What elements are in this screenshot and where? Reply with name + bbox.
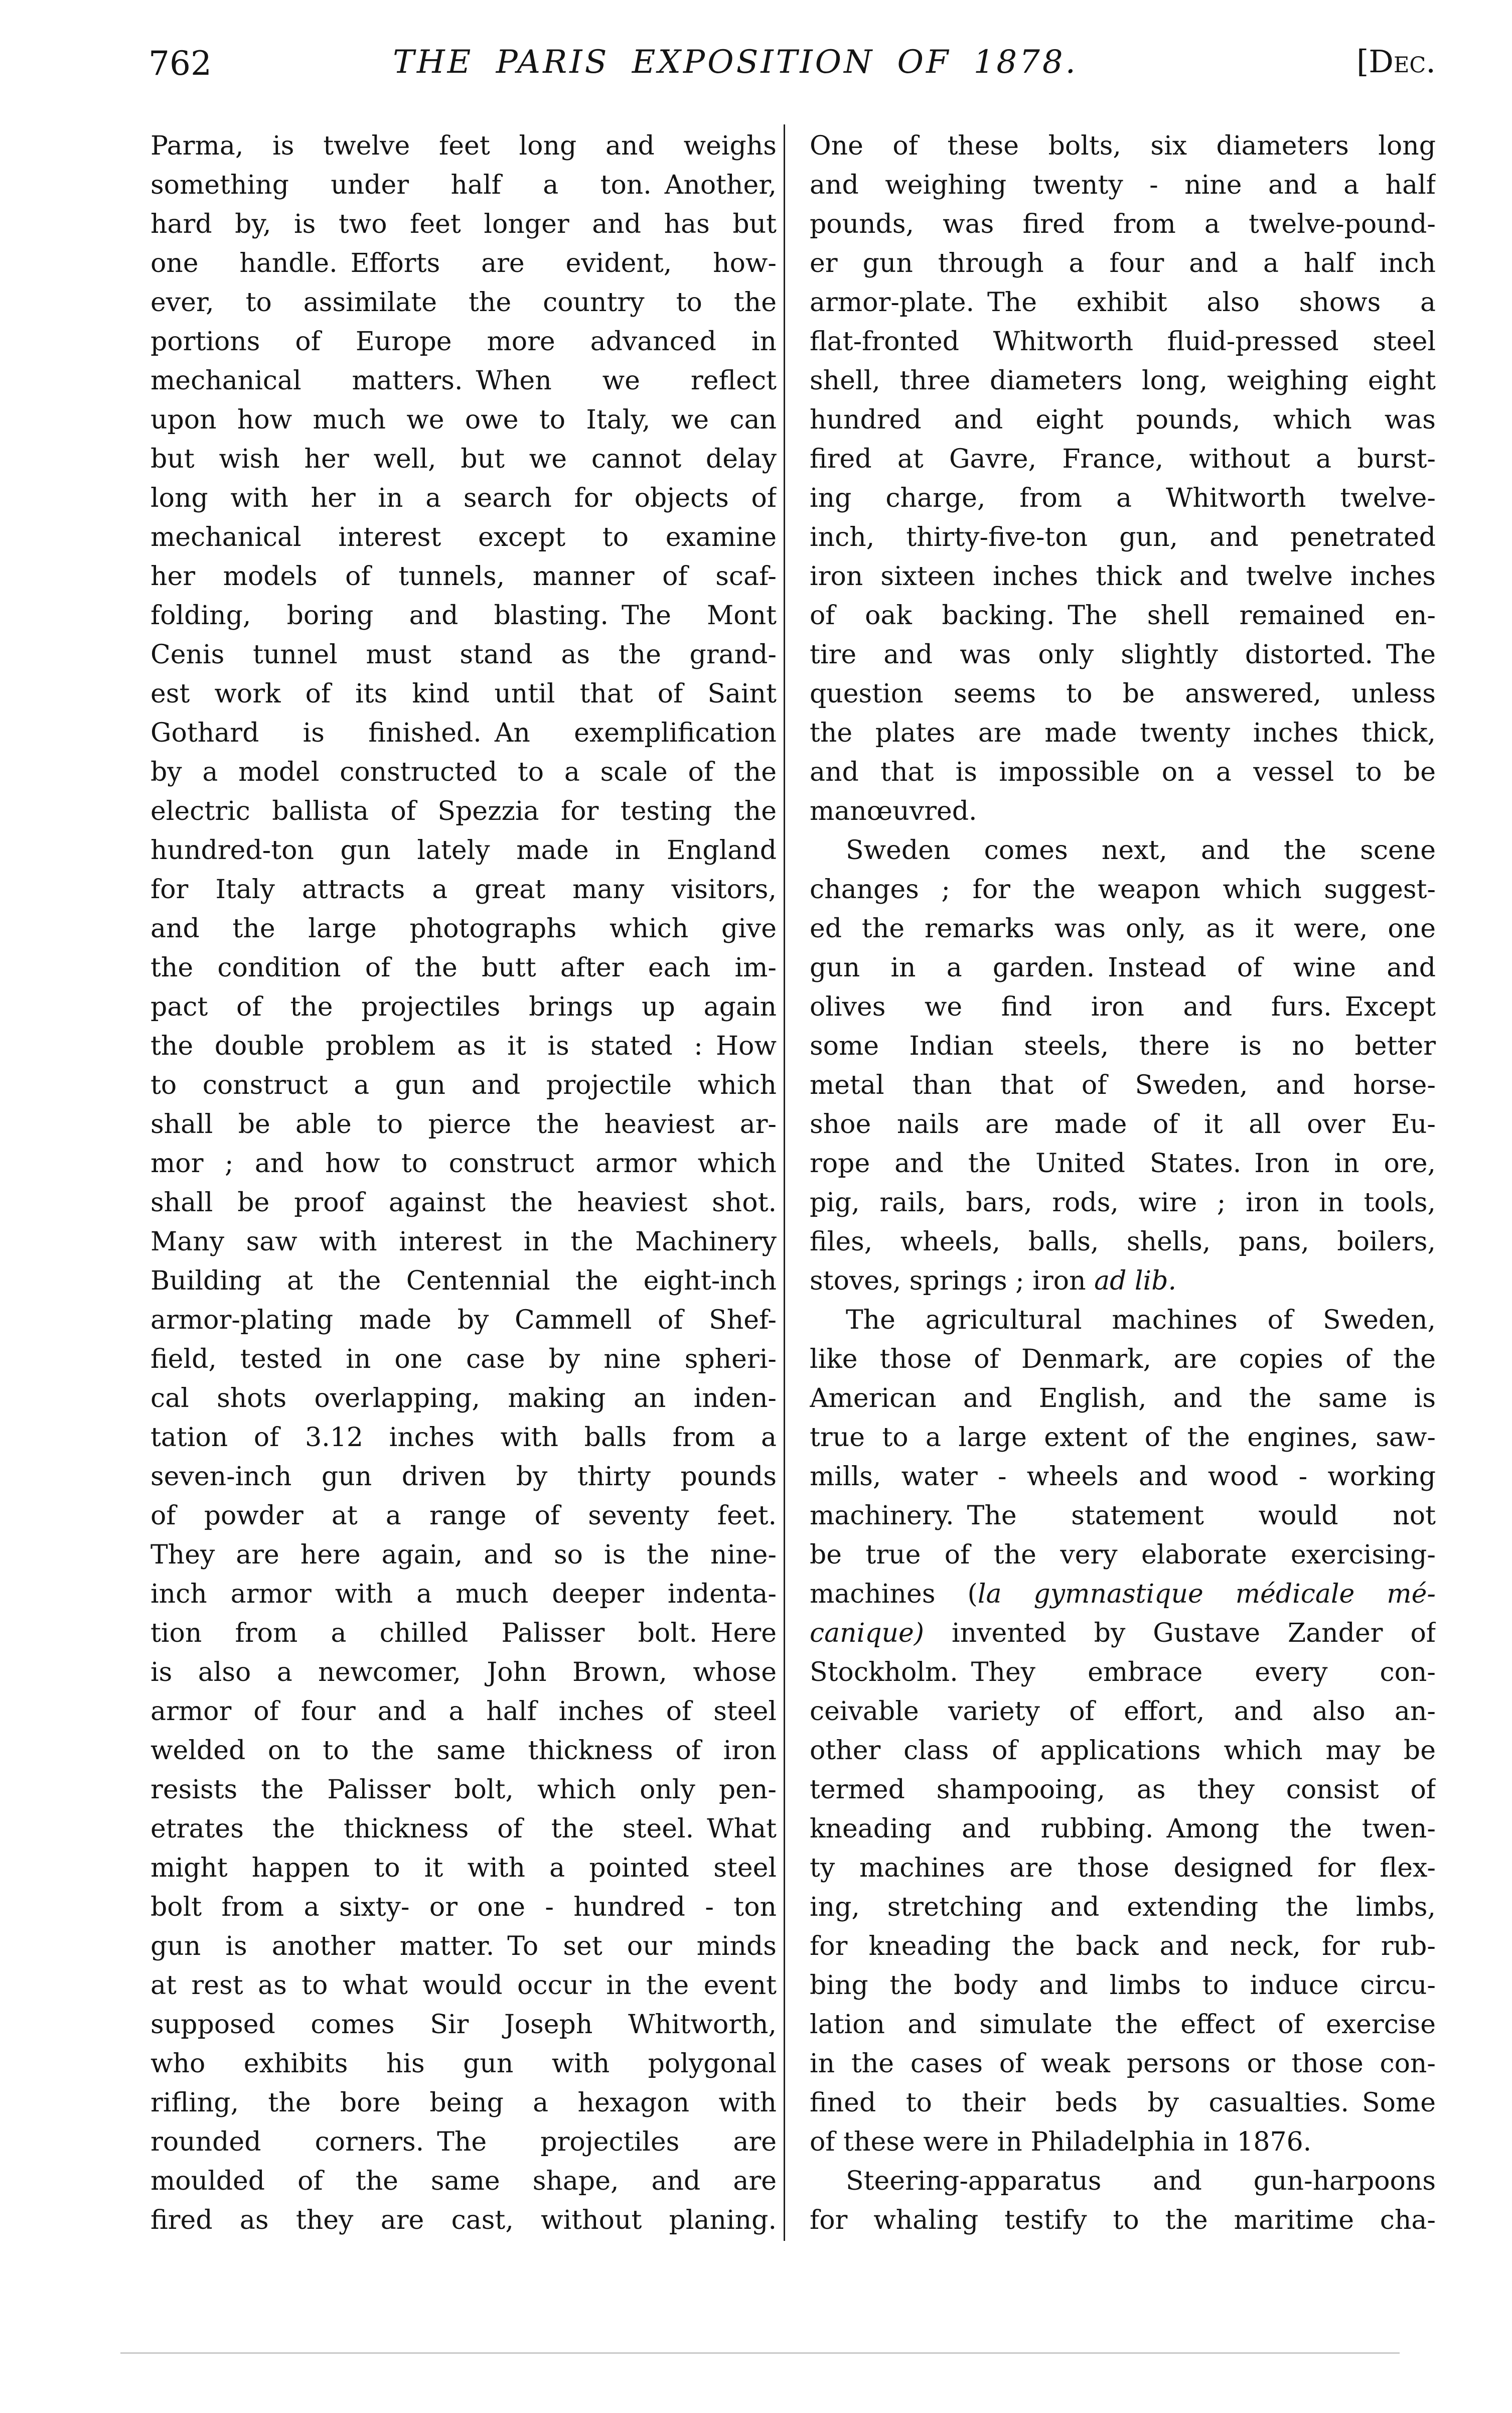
text-segment: upon how much we owe to Italy, we can — [150, 405, 777, 435]
text-line — [810, 2044, 1436, 2083]
text-line — [810, 596, 1436, 635]
text-segment: welded on to the same thickness of iron — [150, 1736, 777, 1766]
text-segment: gun in a garden. Instead of wine and — [810, 953, 1436, 983]
text-segment: hundred-ton gun lately made in England — [150, 835, 777, 866]
text-segment: at rest as to what would occur in the event — [150, 1970, 777, 2001]
text-segment: of powder at a range of seventy feet. — [150, 1501, 777, 1531]
text-line — [810, 1809, 1436, 1849]
text-segment: ceivable variety of effort, and also an- — [810, 1696, 1436, 1727]
text-line — [150, 1653, 777, 1692]
text-line — [150, 400, 777, 440]
text-segment: manœuvred. — [810, 796, 977, 826]
text-line — [810, 1496, 1436, 1535]
text-line — [150, 1418, 777, 1457]
text-line — [810, 479, 1436, 518]
text-line — [810, 1888, 1436, 1927]
text-line — [150, 205, 777, 244]
italic-text-segment: ad lib. — [1094, 1266, 1177, 1296]
text-segment: hundred and eight pounds, which was — [810, 405, 1436, 435]
text-line — [150, 166, 777, 205]
text-segment: in the cases of weak persons or those con- — [810, 2049, 1436, 2079]
text-segment: true to a large extent of the engines, saw- — [810, 1423, 1436, 1453]
text-segment: kneading and rubbing. Among the twen- — [810, 1814, 1436, 1844]
text-line — [150, 1301, 777, 1340]
text-line — [810, 283, 1436, 322]
text-line — [150, 440, 777, 479]
text-line — [150, 987, 777, 1027]
text-segment: shoe nails are made of it all over Eu- — [810, 1109, 1436, 1140]
italic-text-segment: canique) — [810, 1618, 925, 1648]
text-segment: the plates are made twenty inches thick, — [810, 718, 1436, 748]
text-segment: One of these bolts, six diameters long — [810, 131, 1436, 161]
text-line — [810, 948, 1436, 987]
text-segment: ever, to assimilate the country to the — [150, 288, 777, 318]
text-segment: portions of Europe more advanced in — [150, 327, 777, 357]
text-segment: to construct a gun and projectile which — [150, 1070, 777, 1100]
text-segment: and the large photographs which give — [150, 914, 777, 944]
text-line — [150, 1731, 777, 1770]
text-segment: resists the Palisser bolt, which only pen- — [150, 1775, 777, 1805]
text-segment: They are here again, and so is the nine- — [150, 1540, 777, 1570]
text-line — [150, 831, 777, 870]
text-segment: field, tested in one case by nine spheri- — [150, 1344, 777, 1374]
text-segment: electric ballista of Spezzia for testing the — [150, 796, 777, 826]
text-segment: armor-plating made by Cammell of Shef- — [150, 1305, 777, 1335]
text-line — [150, 1614, 777, 1653]
text-line — [150, 1692, 777, 1731]
text-line — [810, 1105, 1436, 1144]
text-line — [150, 753, 777, 792]
text-line — [810, 440, 1436, 479]
text-line — [150, 244, 777, 283]
text-line — [150, 1888, 777, 1927]
text-segment: for Italy attracts a great many visitors, — [150, 875, 777, 905]
text-segment: fined to their beds by casualties. Some — [810, 2088, 1436, 2118]
text-line — [810, 1066, 1436, 1105]
text-segment: pig, rails, bars, rods, wire ; iron in tools, — [810, 1188, 1436, 1218]
text-segment: The agricultural machines of Sweden, — [846, 1305, 1436, 1335]
text-segment: Stockholm. They embrace every con- — [810, 1657, 1436, 1687]
text-segment: machines ( — [810, 1579, 978, 1609]
text-line — [810, 1261, 1436, 1301]
text-segment: might happen to it with a pointed steel — [150, 1853, 777, 1883]
text-line — [810, 714, 1436, 753]
right-column — [810, 126, 1436, 2240]
text-segment: Steering-apparatus and gun-harpoons — [846, 2166, 1436, 2196]
text-line — [150, 1809, 777, 1849]
text-line — [150, 1379, 777, 1418]
text-segment: ing charge, from a Whitworth twelve- — [810, 483, 1436, 513]
text-segment: who exhibits his gun with polygonal — [150, 2049, 777, 2079]
text-line — [810, 870, 1436, 909]
text-segment: rope and the United States. Iron in ore, — [810, 1149, 1436, 1179]
text-line — [150, 2005, 777, 2044]
text-line — [810, 361, 1436, 400]
text-segment: the double problem as it is stated : How — [150, 1031, 777, 1061]
text-segment: fired as they are cast, without planing. — [150, 2205, 777, 2235]
text-line — [810, 1222, 1436, 1261]
text-line — [150, 714, 777, 753]
text-segment: other class of applications which may be — [810, 1736, 1436, 1766]
text-line — [810, 1457, 1436, 1496]
text-segment: stoves, springs ; iron — [810, 1266, 1095, 1296]
text-segment: be true of the very elaborate exercising- — [810, 1540, 1436, 1570]
text-segment: Sweden comes next, and the scene — [846, 835, 1436, 866]
text-line — [810, 831, 1436, 870]
text-segment: long with her in a search for objects of — [150, 483, 777, 513]
left-column — [150, 126, 777, 2240]
text-line — [150, 1222, 777, 1261]
text-line — [150, 1849, 777, 1888]
text-line — [150, 2083, 777, 2122]
text-line — [810, 2005, 1436, 2044]
text-segment: folding, boring and blasting. The Mont — [150, 601, 777, 631]
text-segment: rifling, the bore being a hexagon with — [150, 2088, 777, 2118]
text-segment: shall be able to pierce the heaviest ar- — [150, 1109, 777, 1140]
text-segment: files, wheels, balls, shells, pans, boilers, — [810, 1227, 1436, 1257]
text-segment: flat-fronted Whitworth fluid-pressed steel — [810, 327, 1436, 357]
text-segment: Cenis tunnel must stand as the grand- — [150, 640, 777, 670]
text-line — [810, 674, 1436, 714]
text-segment: pounds, was fired from a twelve-pound- — [810, 209, 1436, 239]
text-line — [810, 1770, 1436, 1809]
text-segment: fired at Gavre, France, without a burst- — [810, 444, 1436, 474]
text-segment: mechanical interest except to examine — [150, 522, 777, 552]
issue-date-label: [Dec. — [1356, 43, 1436, 80]
text-segment: something under half a ton. Another, — [150, 170, 777, 200]
text-line — [150, 1535, 777, 1575]
text-segment: Parma, is twelve feet long and weighs — [150, 131, 777, 161]
text-line — [810, 322, 1436, 361]
text-line — [810, 2162, 1436, 2201]
text-line — [810, 1027, 1436, 1066]
text-segment: Many saw with interest in the Machinery — [150, 1227, 777, 1257]
text-segment: lation and simulate the effect of exercise — [810, 2010, 1436, 2040]
text-line — [150, 557, 777, 596]
text-line — [810, 1183, 1436, 1222]
text-segment: some Indian steels, there is no better — [810, 1031, 1436, 1061]
text-line — [810, 2201, 1436, 2240]
text-segment: American and English, and the same is — [810, 1383, 1436, 1413]
text-line — [810, 1614, 1436, 1653]
text-line — [810, 400, 1436, 440]
text-line — [810, 1731, 1436, 1770]
text-segment: mills, water - wheels and wood - working — [810, 1462, 1436, 1492]
text-segment: by a model constructed to a scale of the — [150, 757, 777, 787]
text-segment: inch armor with a much deeper indenta- — [150, 1579, 777, 1609]
text-line — [810, 1575, 1436, 1614]
text-line — [810, 1301, 1436, 1340]
text-segment: for kneading the back and neck, for rub- — [810, 1931, 1436, 1961]
text-segment: of oak backing. The shell remained en- — [810, 601, 1436, 631]
text-line — [150, 909, 777, 948]
text-line — [150, 1340, 777, 1379]
page-title: THE PARIS EXPOSITION OF 1878. — [393, 44, 1078, 81]
text-segment: mechanical matters. When we reflect — [150, 366, 777, 396]
text-segment: armor of four and a half inches of steel — [150, 1696, 777, 1727]
text-line — [150, 674, 777, 714]
text-segment: gun is another matter. To set our minds — [150, 1931, 777, 1961]
text-segment: inch, thirty-five-ton gun, and penetrated — [810, 522, 1436, 552]
text-line — [810, 753, 1436, 792]
text-segment: Building at the Centennial the eight-inch — [150, 1266, 777, 1296]
text-line — [150, 870, 777, 909]
text-line — [810, 1966, 1436, 2005]
text-line — [150, 361, 777, 400]
text-segment: is also a newcomer, John Brown, whose — [150, 1657, 777, 1687]
text-segment: rounded corners. The projectiles are — [150, 2127, 777, 2157]
text-segment: of these were in Philadelphia in 1876. — [810, 2127, 1312, 2157]
text-segment: hard by, is two feet longer and has but — [150, 209, 777, 239]
footer-rule — [120, 2352, 1400, 2354]
text-line — [150, 1105, 777, 1144]
text-segment: etrates the thickness of the steel. What — [150, 1814, 777, 1844]
text-line — [810, 909, 1436, 948]
text-line — [150, 283, 777, 322]
text-line — [150, 322, 777, 361]
text-line — [150, 1927, 777, 1966]
text-segment: the condition of the butt after each im- — [150, 953, 777, 983]
text-segment: armor-plate. The exhibit also shows a — [810, 288, 1436, 318]
text-line — [150, 1066, 777, 1105]
text-line — [150, 2122, 777, 2162]
text-line — [810, 792, 1436, 831]
text-line — [810, 244, 1436, 283]
text-segment: metal than that of Sweden, and horse- — [810, 1070, 1436, 1100]
text-line — [810, 166, 1436, 205]
text-line — [810, 1692, 1436, 1731]
text-line — [810, 2122, 1436, 2162]
text-line — [150, 596, 777, 635]
text-line — [810, 635, 1436, 674]
column-divider — [784, 124, 785, 2241]
text-segment: seven-inch gun driven by thirty pounds — [150, 1462, 777, 1492]
text-line — [150, 2201, 777, 2240]
text-line — [150, 792, 777, 831]
text-segment: ty machines are those designed for flex- — [810, 1853, 1436, 1883]
text-line — [150, 2044, 777, 2083]
text-line — [150, 126, 777, 166]
text-segment: supposed comes Sir Joseph Whitworth, — [150, 2010, 777, 2040]
text-segment: ed the remarks was only, as it were, one — [810, 914, 1436, 944]
text-line — [150, 635, 777, 674]
text-line — [150, 1027, 777, 1066]
text-segment: moulded of the same shape, and are — [150, 2166, 777, 2196]
text-line — [810, 1418, 1436, 1457]
text-segment: Gothard is finished. An exemplification — [150, 718, 777, 748]
text-segment: but wish her well, but we cannot delay — [150, 444, 777, 474]
text-segment: like those of Denmark, are copies of the — [810, 1344, 1436, 1374]
text-segment: tire and was only slightly distorted. The — [810, 640, 1436, 670]
text-segment: est work of its kind until that of Saint — [150, 679, 777, 709]
text-segment: tation of 3.12 inches with balls from a — [150, 1423, 777, 1453]
text-line — [150, 518, 777, 557]
text-segment: ing, stretching and extending the limbs, — [810, 1892, 1436, 1922]
text-segment: mor ; and how to construct armor which — [150, 1149, 777, 1179]
text-line — [810, 126, 1436, 166]
text-segment: iron sixteen inches thick and twelve inches — [810, 561, 1436, 592]
text-segment: bolt from a sixty- or one - hundred - ton — [150, 1892, 777, 1922]
text-line — [150, 1457, 777, 1496]
text-segment: bing the body and limbs to induce circu- — [810, 1970, 1436, 2001]
text-segment: changes ; for the weapon which suggest- — [810, 875, 1436, 905]
text-line — [150, 1183, 777, 1222]
text-line — [150, 2162, 777, 2201]
text-segment: pact of the projectiles brings up again — [150, 992, 777, 1022]
text-line — [810, 1535, 1436, 1575]
text-line — [810, 987, 1436, 1027]
text-line — [810, 2083, 1436, 2122]
text-segment: cal shots overlapping, making an inden- — [150, 1383, 777, 1413]
text-line — [150, 1496, 777, 1535]
text-line — [810, 1379, 1436, 1418]
text-segment: question seems to be answered, unless — [810, 679, 1436, 709]
text-line — [150, 479, 777, 518]
text-segment: olives we find iron and furs. Except — [810, 992, 1436, 1022]
text-line — [810, 1340, 1436, 1379]
page-number: 762 — [148, 44, 212, 83]
italic-text-segment: la gymnastique médicale mé- — [977, 1579, 1436, 1609]
text-line — [810, 1144, 1436, 1183]
text-segment: er gun through a four and a half inch — [810, 248, 1436, 278]
text-segment: shell, three diameters long, weighing eight — [810, 366, 1436, 396]
text-segment: shall be proof against the heaviest shot. — [150, 1188, 777, 1218]
text-line — [810, 1927, 1436, 1966]
text-segment: and that is impossible on a vessel to be — [810, 757, 1436, 787]
text-segment: tion from a chilled Palisser bolt. Here — [150, 1618, 777, 1648]
text-line — [810, 557, 1436, 596]
text-segment: and weighing twenty - nine and a half — [810, 170, 1436, 200]
text-line — [810, 518, 1436, 557]
text-line — [150, 1575, 777, 1614]
text-line — [810, 1849, 1436, 1888]
text-segment: her models of tunnels, manner of scaf- — [150, 561, 777, 592]
text-segment: invented by Gustave Zander of — [924, 1618, 1436, 1648]
text-line — [150, 1770, 777, 1809]
text-line — [810, 205, 1436, 244]
text-segment: for whaling testify to the maritime cha- — [810, 2205, 1436, 2235]
text-line — [810, 1653, 1436, 1692]
text-segment: one handle. Efforts are evident, how- — [150, 248, 777, 278]
text-segment: termed shampooing, as they consist of — [810, 1775, 1436, 1805]
text-line — [150, 948, 777, 987]
text-line — [150, 1966, 777, 2005]
text-line — [150, 1144, 777, 1183]
text-line — [150, 1261, 777, 1301]
text-segment: machinery. The statement would not — [810, 1501, 1436, 1531]
